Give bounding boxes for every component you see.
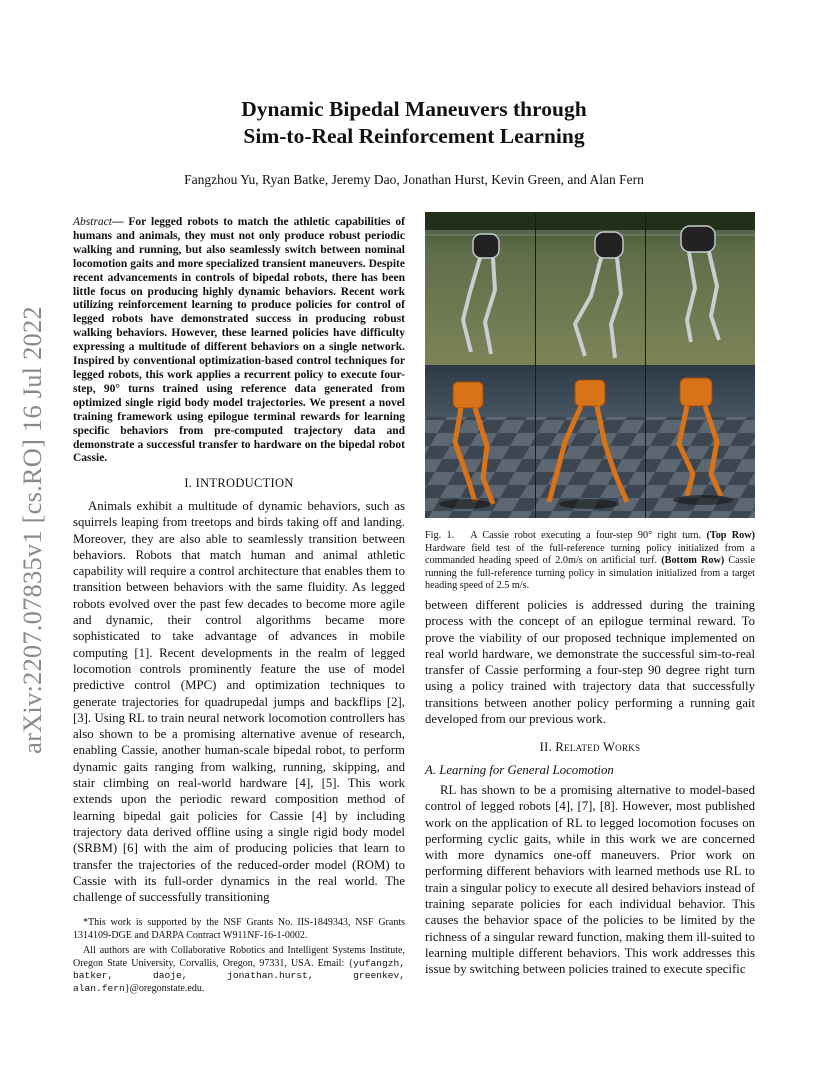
footnote-emails: yufangzh, batker, daoje, jonathan.hurst, greenkev, alan.fern <box>73 957 405 994</box>
footnote-affiliation-text: All authors are with Collaborative Robotics and Intelligent Systems Institute, Oregon State University, Corvallis, Oregon, 97331, USA. Email: { <box>73 945 405 969</box>
title-line-1: Dynamic Bipedal Maneuvers through <box>241 97 587 121</box>
subsection-heading-general-locomotion: A. Learning for General Locomotion <box>425 763 614 777</box>
caption-bottom-row-label: (Bottom Row) <box>661 555 725 567</box>
introduction-paragraph: Animals exhibit a multitude of dynamic behaviors, such as squirrels leaping from treetops and birds taking off and landing. Moreover, they are also able to seamlessly transition between behaviors. Robots that match human and animal athletic capability will require a control architecture that enables them to transition between behaviors with the same fluidity. As legged robots evolved over the past few decades to become more agile and dynamic, their control algorithms became more sophisticated to take advantage of advances in mobile computing [1]. Recent developments in the realm of legged locomotion controls prominently feature the use of model predictive control (MPC) and optimization techniques to generate trajectories for quadrupedal jumps and backflips [2], [3]. Using RL to train neural network locomotion controllers has also shown to be a promising alternative avenue of research, enabling Cassie, another human-scale bipedal robot, to perform dynamic gaits ranging from walking, running, skipping, and stair climbing on real-world hardware [4], [5]. This work extends upon the periodic reward composition method of learning bipedal gait policies for Cassie [4] by including trajectory data derived offline using a single rigid body model (SRBM) [6] with the aim of producing policies that learn to transfer the trajectories of the reduced-order model (ROM) to Cassie with its full-order dynamics in the real world. The challenge of successfully transitioning <box>73 499 405 905</box>
footnote-affiliation <box>73 945 405 995</box>
paper-title <box>100 96 728 150</box>
author-list: Fangzhou Yu, Ryan Batke, Jeremy Dao, Jonathan Hurst, Kevin Green, and Alan Fern <box>184 172 644 187</box>
figure-cassie-turn <box>425 212 755 518</box>
caption-top-row-label: (Top Row) <box>706 530 756 541</box>
section-heading-related-works: II. Related Works <box>539 740 641 754</box>
footnotes <box>73 917 405 999</box>
arxiv-stamp: arXiv:2207.07835v1 [cs.RO] 16 Jul 2022 <box>17 306 47 754</box>
caption-text-3: Cassie running the full-reference turning policy in simulation initialized from a target heading speed of 2.5 m/s. <box>425 555 755 592</box>
caption-text-2: Hardware field test of the full-reference turning policy initialized from a commanded heading speed of 2.0m/s on artificial turf. <box>425 542 755 567</box>
figure-caption <box>425 530 755 593</box>
footnote-funding: *This work is supported by the NSF Grants No. IIS-1849343, NSF Grants 1314109-DGE and DARPA Contract W911NF-16-1-0002. <box>73 917 405 941</box>
related-works-paragraph: RL has shown to be a promising alternative to model-based control of legged robots [4], [7], [8]. However, most published work on the application of RL to legged locomotion focuses on performing cyclic gaits, while in this work we are concerned with more dynamics one-off maneuvers. Prior work on performing different behaviors with learned methods use RL to train a singular policy to execute all desired behaviors instead of training separate policies for each individual behavior. This causes the behavior space of the policies to be limited by the richness of a singular reward function, making them ill-suited to learning multiple different behaviors. This work addresses this issue by switching between policies trained to execute specific <box>425 783 755 977</box>
title-line-2: Sim-to-Real Reinforcement Learning <box>243 124 585 148</box>
caption-text-1: A Cassie robot executing a four-step 90° right turn. <box>470 530 702 541</box>
abstract-label: Abstract <box>73 216 112 228</box>
figure-cassie-turn-image <box>425 212 755 518</box>
abstract-text: — For legged robots to match the athletic capabilities of humans and animals, they must not only produce robust periodic walking and running, but also seamlessly switch between nominal locomotion gaits and more specialized transient maneuvers. Despite recent advancements in controls of bipedal robots, there has been little focus on producing highly dynamic behaviors. Recent work utilizing reinforcement learning to produce policies for control of legged robots have demonstrated success in producing robust walking behaviors. However, these learned policies have difficulty expressing a multitude of different behaviors on a single network. Inspired by conventional optimization-based control techniques for legged robots, this work applies a recurrent policy to execute four-step, 90° turns trained using reference data generated from optimized single rigid body model trajectories. We present a novel training framework using epilogue terminal rewards for learning specific behaviors from pre-computed trajectory data and demonstrate a successful transfer to hardware on the bipedal robot Cassie. <box>73 216 405 465</box>
footnote-domain: }@oregonstate.edu. <box>124 982 205 994</box>
figure-label: Fig. 1. <box>425 530 455 541</box>
introduction-continued-paragraph: between different policies is addressed during the training process with the concept of an epilogue terminal reward. To prove the viability of our proposed technique implemented on real world hardware, we demonstrate the successful sim-to-real transfer of Cassie performing a four-step 90 degree right turn using a policy trained with trajectory data that successfully transitions between another policy performing a running gait developed from our previous work. <box>425 598 755 727</box>
section-heading-introduction: I. INTRODUCTION <box>184 476 294 490</box>
abstract <box>73 216 405 466</box>
